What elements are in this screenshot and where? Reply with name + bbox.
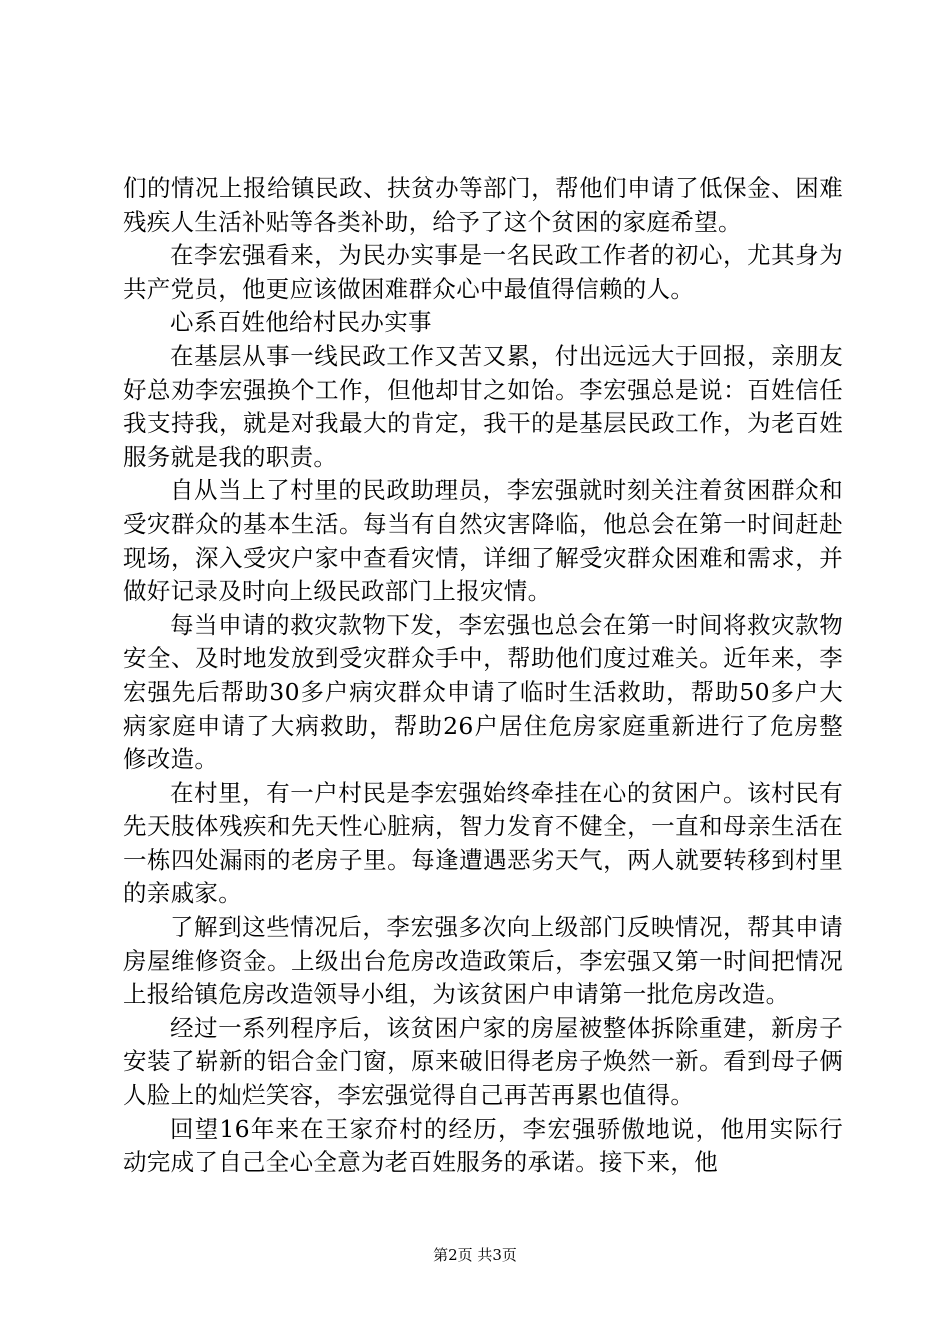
article-body [123,172,843,1180]
paragraph: 在基层从事一线民政工作又苦又累，付出远远大于回报，亲朋友好总劝李宏强换个工作，但他却甘之如饴。李宏强总是说：百姓信任我支持我，就是对我最大的肯定，我干的是基层民政工作，为老百姓服务就是我的职责。 [123,341,843,471]
page-number-footer: 第2页 共3页 [433,1246,517,1264]
paragraph: 在李宏强看来，为民办实事是一名民政工作者的初心，尤其身为共产党员，他更应该做困难群众心中最值得信赖的人。 [123,241,843,303]
paragraph: 在村里，有一户村民是李宏强始终牵挂在心的贫困户。该村民有先天肢体残疾和先天性心脏病，智力发育不健全，一直和母亲生活在一栋四处漏雨的老房子里。每逢遭遇恶劣天气，两人就要转移到村里的亲戚家。 [123,778,843,908]
paragraph: 每当申请的救灾款物下发，李宏强也总会在第一时间将救灾款物安全、及时地发放到受灾群众手中，帮助他们度过难关。近年来，李宏强先后帮助30多户病灾群众申请了临时生活救助，帮助50多户大病家庭申请了大病救助，帮助26户居住危房家庭重新进行了危房整修改造。 [123,610,843,774]
paragraph: 了解到这些情况后，李宏强多次向上级部门反映情况，帮其申请房屋维修资金。上级出台危房改造政策后，李宏强又第一时间把情况上报给镇危房改造领导小组，为该贫困户申请第一批危房改造。 [123,913,843,1009]
paragraph: 回望16年来在王家夼村的经历，李宏强骄傲地说，他用实际行动完成了自己全心全意为老百姓服务的承诺。接下来，他 [123,1114,843,1177]
paragraph-continuation: 们的情况上报给镇民政、扶贫办等部门，帮他们申请了低保金、困难残疾人生活补贴等各类补助，给予了这个贫困的家庭希望。 [123,174,843,236]
paragraph: 经过一系列程序后，该贫困户家的房屋被整体拆除重建，新房子安装了崭新的铝合金门窗，原来破旧得老房子焕然一新。看到母子俩人脸上的灿烂笑容，李宏强觉得自己再苦再累也值得。 [123,1013,843,1110]
paragraph: 自从当上了村里的民政助理员，李宏强就时刻关注着贫困群众和受灾群众的基本生活。每当有自然灾害降临，他总会在第一时间赶赴现场，深入受灾户家中查看灾情，详细了解受灾群众困难和需求，并做好记录及时向上级民政部门上报灾情。 [123,476,843,606]
section-heading: 心系百姓他给村民办实事 [170,308,432,337]
